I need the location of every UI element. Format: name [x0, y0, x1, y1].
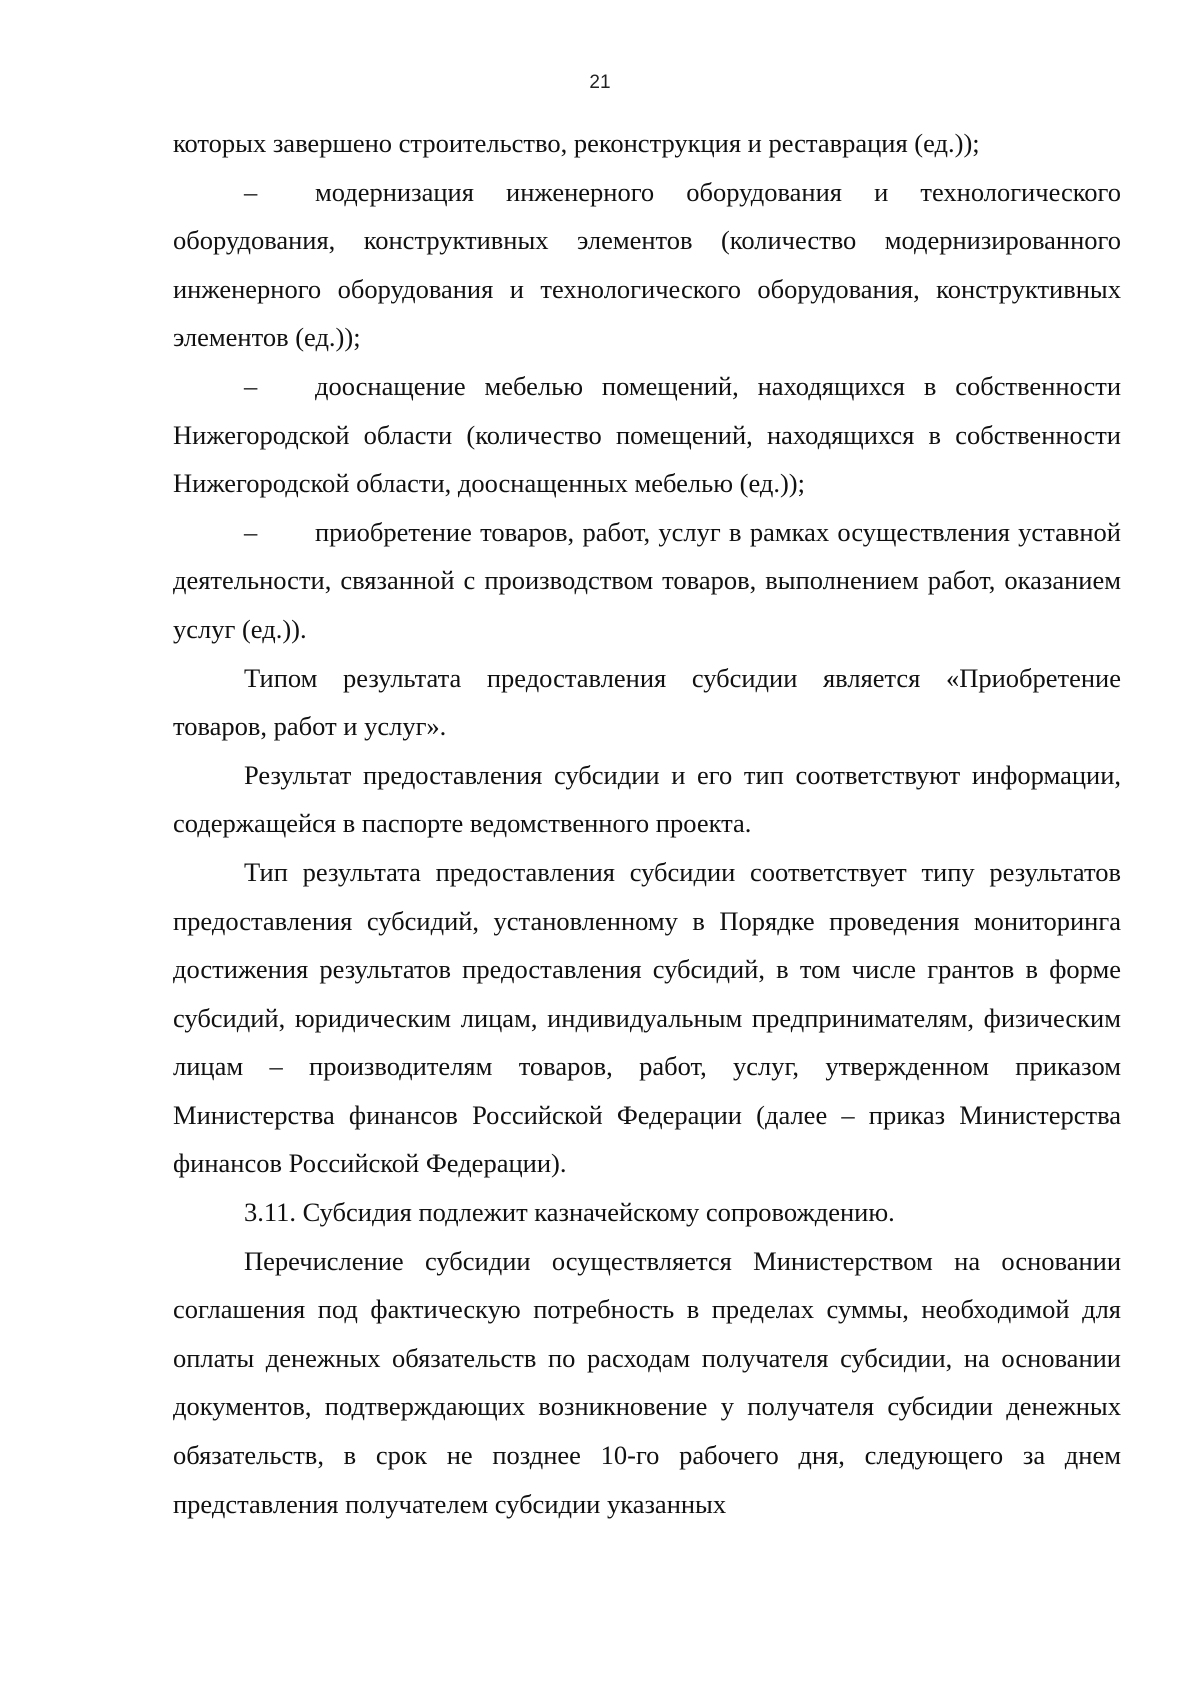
- list-item-text: приобретение товаров, работ, услуг в рамках осуществления уставной деятельности, связанной с производством товаров, выполнением работ, оказанием услуг (ед.)).: [173, 516, 1121, 644]
- paragraph-transfer: Перечисление субсидии осуществляется Министерством на основании соглашения под фактическую потребность в пределах суммы, необходимой для оплаты денежных обязательств по расходам получателя субсидии, на основании документов, подтверждающих возникновение у получателя субсидии денежных обязательств, в срок не позднее 10-го рабочего дня, следующего за днем представления получателем субсидии указанных: [173, 1245, 1121, 1519]
- paragraph-continuation: которых завершено строительство, реконструкция и реставрация (ед.));: [173, 128, 980, 158]
- dash-marker: –: [244, 176, 258, 207]
- paragraph-result-correspondence: Результат предоставления субсидии и его тип соответствуют информации, содержащейся в паспорте ведомственного проекта.: [173, 759, 1121, 839]
- list-item-purchase: [173, 508, 1121, 654]
- document-body: [173, 119, 1121, 1528]
- paragraph-monitoring-order: Тип результата предоставления субсидии соответствует типу результатов предоставления субсидий, установленному в Порядке проведения мониторинга достижения результатов предоставления субсидий, в том числе грантов в форме субсидий, юридическим лицам, индивидуальным предпринимателям, физическим лицам – производителям товаров, работ, услуг, утвержденном приказом Министерства финансов Российской Федерации (далее – приказ Министерства финансов Российской Федерации).: [173, 856, 1121, 1179]
- page-number: 21: [589, 72, 611, 93]
- dash-marker: –: [244, 370, 258, 401]
- dash-marker: –: [244, 516, 258, 547]
- list-item-modernization: [173, 168, 1121, 362]
- list-item-text: дооснащение мебелью помещений, находящихся в собственности Нижегородской области (количество помещений, находящихся в собственности Нижегородской области, дооснащенных мебелью (ед.));: [173, 370, 1121, 499]
- list-item-text: модернизация инженерного оборудования и технологического оборудования, конструктивных элементов (количество модернизированного инженерного оборудования и технологического оборудования, конструктивных элементов (ед.));: [173, 176, 1121, 353]
- paragraph-section-3-11: 3.11. Субсидия подлежит казначейскому сопровождению.: [244, 1197, 895, 1228]
- list-item-furniture: [173, 362, 1121, 508]
- paragraph-result-type: Типом результата предоставления субсидии является «Приобретение товаров, работ и услуг».: [173, 662, 1121, 742]
